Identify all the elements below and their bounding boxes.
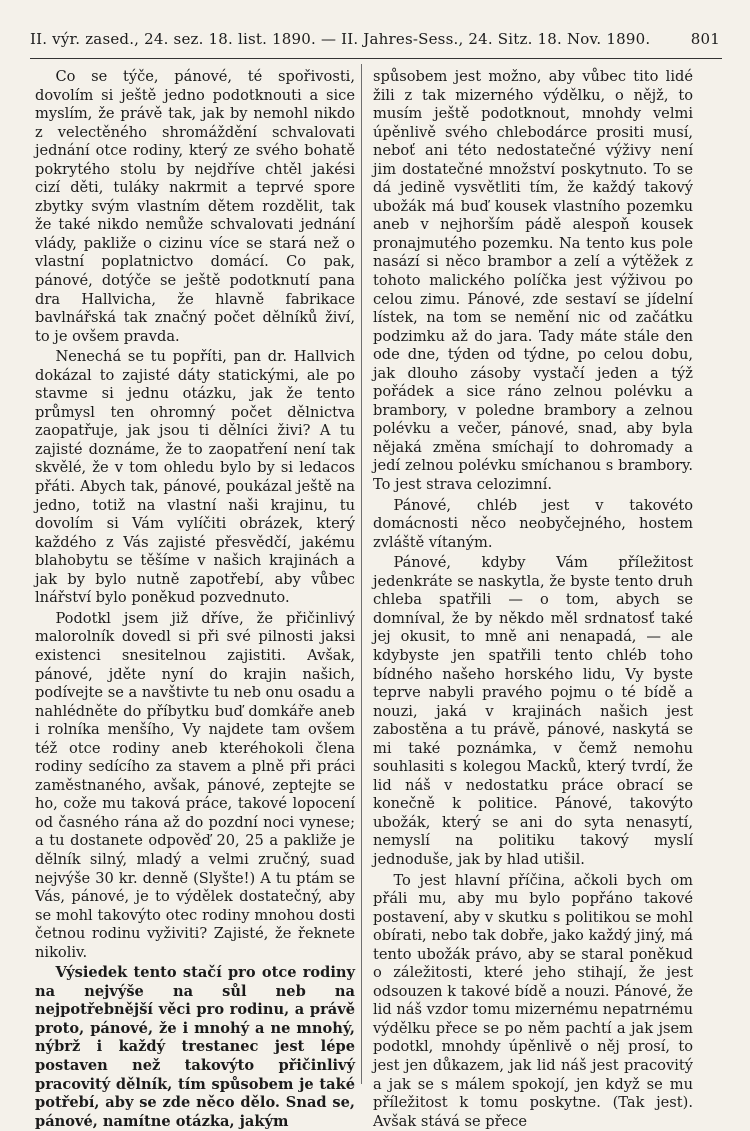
paragraph: To jest hlavní příčina, ačkoli bych om přáli mu, aby mu bylo popřáno takové postavení, aby v skutku s politikou se mohl obírati, nebo tak dobře, jako každý jiný, má tento ubožák právo, aby se staral poněkud o záležitosti, které jeho stihají, že jest odsouzen k takové bídě a nouzi. Pánové, že lid náš vzdor tomu mizernému nepatrnému výdělku přece se po něm pachtí a jak jsem podotkl, mnohdy úpěnlivě o něj prosí, to jest jen důkazem, jak lid náš jest pracovitý a jak se s málem spokojí, jen když se mu příležitost k tomu poskytne. (Tak jest). Avšak stává se přece [373,871,693,1130]
running-header [30,30,720,48]
paragraph: Nenechá se tu popříti, pan dr. Hallvich dokázal to zajisté dáty statickými, ale po stavme si jednu otázku, jak že tento průmysl ten ohromný počet dělnictva zaopatřuje, jak jsou ti dělníci živi? A tu zajisté doznáme, že to zaopatření není tak skvělé, že v tom ohledu bylo by si ledacos přáti. Abych tak, pánové, poukázal ještě na jedno, totiž na vlastní naši krajinu, tu dovolím si Vám vylíčiti obrázek, který každého z Vás zajisté přesvědčí, jakému blahobytu se těšíme v našich krajinách a jak by bylo nutně zapotřebí, aby vůbec lnářství bylo poněkud pozvednuto. [35,348,355,607]
running-title: II. výr. zased., 24. sez. 18. list. 1890. — II. Jahres-Sess., 24. Sitz. 18. Nov. 1890. [30,30,651,48]
page-number: 801 [690,30,720,48]
left-column [35,68,355,1131]
paragraph: Výsiedek tento stačí pro otce rodiny na nejvýše na sůl neb na nejpotřebnější věci pro rodinu, a právě proto, pánové, že i mnohý a ne mnohý, nýbrž i každý trestanec jest lépe postaven než takovýto přičinlivý pracovitý dělník, tím spůsobem je také potřebí, aby se zde něco dělo. Snad se, pánové, namítne otázka, jakým [35,964,355,1130]
paragraph: Pánové, chléb jest v takovéto domácnosti něco neobyčejného, hostem zvláště vítaným. [373,496,693,551]
paragraph: Pánové, kdyby Vám příležitost jedenkráte se naskytla, že byste tento druh chleba spatřili — o tom, abych se domníval, že by někdo měl srdnatosť také jej okusit, to mně ani nenapadá, — ale kdybyste jen spatřili tento chléb toho bídného našeho horského lidu, Vy byste teprve nabyli pravého pojmu o té bídě a nouzi, jaká v krajinách našich jest zabostěna a tu právě, pánové, naskytá se mi také poznámka, v čemž nemohu souhlasiti s kolegou Macků, který tvrdí, že lid náš v nedostatku práce obrací se konečně k politice. Pánové, takovýto ubožák, který se ani do syta nenasytí, nemyslí na politiku takový myslí jednoduše, jak by hlad utišil. [373,554,693,868]
column-divider [361,64,362,1084]
right-column [373,68,693,1131]
header-rule [30,58,722,59]
paragraph: spůsobem jest možno, aby vůbec tito lidé žili z tak mizerného výdělku, o nějž, to musím ještě podotknout, mnohdy velmi úpěnlivě svého chlebodárce prositi musí, neboť ani této nedostatečné výživy není jim dostatečné množství poskytnuto. To se dá jedině vysvětliti tím, že každý takový ubožák má buď kousek vlastního pozemku aneb v nejhorším pádě alespoň kousek pronajmutého pozemku. Na tento kus pole nasází si něco brambor a zelí a výtěžek z tohoto malického políčka jest výživou po celou zimu. Pánové, zde sestaví se jídelní lístek, na tom se nemění nic od začátku podzimku až do jara. Tady máte stále den ode dne, týden od týdne, po celou dobu, jak dlouho zásoby vystačí jeden a týž pořádek a sice ráno zelnou polévku a brambory, v poledne brambory a zelnou polévku a večer, pánové, snad, aby byla nějaká změna smíchají to dohromady a jedí zelnou polévku smíchanou s brambory. To jest strava celozimní. [373,68,693,494]
paragraph: Co se týče, pánové, té spořivosti, dovolím si ještě jedno podotknouti a sice myslím, že právě tak, jak by nemohl nikdo z velectěného shromáždění schvalovati jednání otce rodiny, který ze svého bohatě pokrytého stolu by nejdříve chtěl jakési cizí děti, tuláky nakrmit a teprvé spore zbytky svým vlastním dětem rozdělit, tak že také nikdo nemůže schvalovati jednání vlády, pakliže o cizinu více se stará než o vlastní poplatnictvo domácí. Co pak, pánové, dotýče se ještě podotknutí pana dra Hallvicha, že hlavně fabrikace bavlnářská tak značný počet dělníků živí, to je ovšem pravda. [35,68,355,345]
paragraph: Podotkl jsem již dříve, že přičinlivý malorolník dovedl si při své pilnosti jaksi existenci snesitelnou zajistiti. Avšak, pánové, jděte nyní do krajin našich, podívejte se a navštivte tu neb onu osadu a nahlédněte do příbytku buď domkáře aneb i rolníka menšího, Vy najdete tam ovšem též otce rodiny aneb kteréhokoli člena rodiny sedícího za stavem a plně při práci zaměstnaného, avšak, pánové, zeptejte se ho, cože mu taková práce, takové lopocení od časného rána až do pozdní noci vynese; a tu dostanete odpověď 20, 25 a pakliže je dělník silný, mladý a velmi zručný, suad nejvýše 30 kr. denně (Slyšte!) A tu ptám se Vás, pánové, je to výdělek dostatečný, aby se mohl takovýto otec rodiny mnohou dosti četnou rodinu vyživiti? Zajisté, že řeknete nikoliv. [35,609,355,961]
